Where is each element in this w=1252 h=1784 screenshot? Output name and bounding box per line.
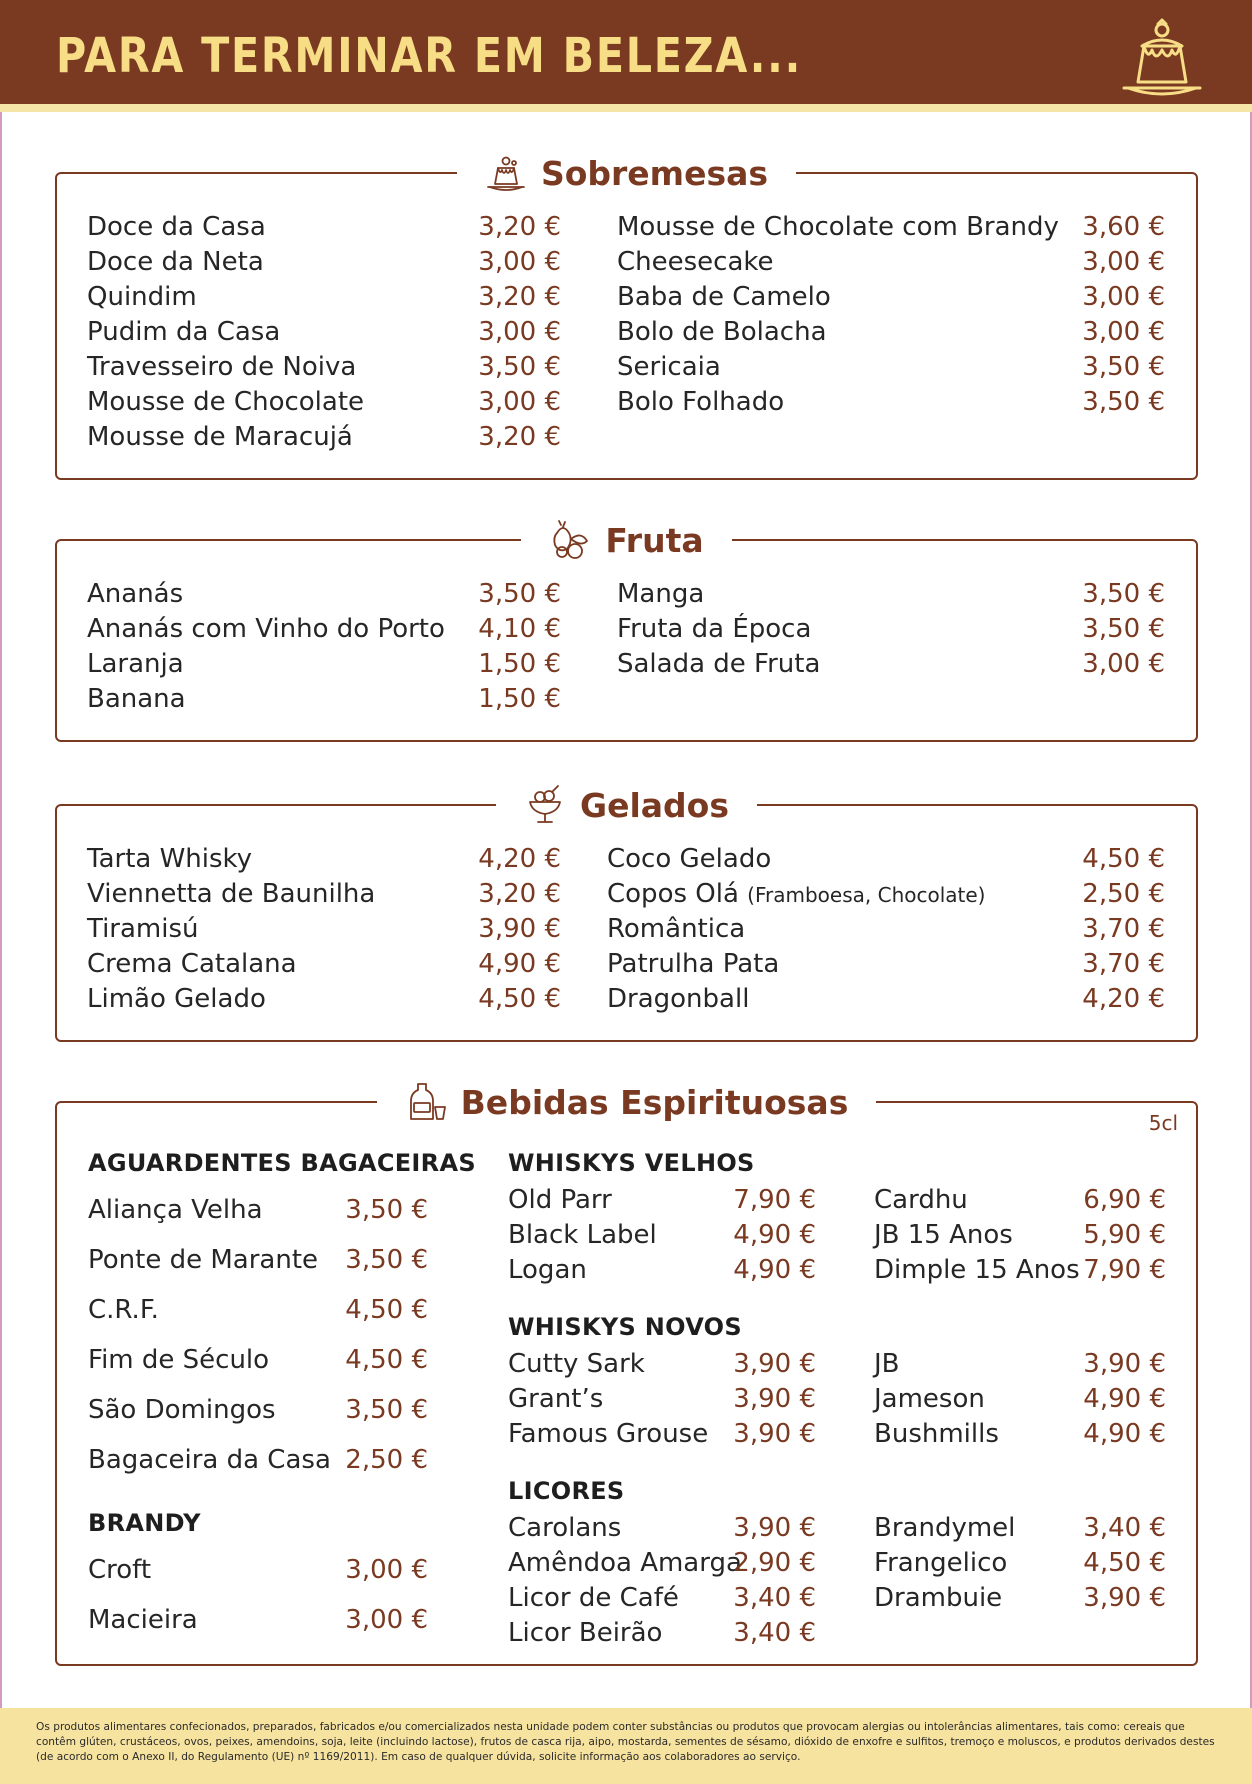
whiskys-novos-left	[508, 1347, 816, 1452]
section-title: Bebidas Espirituosas	[460, 1082, 849, 1122]
menu-item: Croft 3,00 €	[88, 1555, 428, 1585]
menu-item: Salada de Fruta 3,00 €	[617, 649, 1165, 679]
section-sobremesas	[55, 153, 1198, 480]
header-stripe	[0, 104, 1252, 112]
menu-item: Old Parr 7,90 €	[508, 1185, 816, 1215]
menu-item: Mousse de Maracujá 3,20 €	[87, 422, 561, 452]
menu-item: Cheesecake 3,00 €	[617, 247, 1165, 277]
menu-item: Laranja 1,50 €	[87, 649, 561, 679]
menu-item: Pudim da Casa 3,00 €	[87, 317, 561, 347]
menu-item: Brandymel 3,40 €	[874, 1513, 1166, 1543]
menu-item: Crema Catalana 4,90 €	[87, 949, 561, 979]
category-title: AGUARDENTES BAGACEIRAS	[88, 1149, 476, 1177]
section-heading	[57, 148, 1196, 198]
menu-item: Drambuie 3,90 €	[874, 1583, 1166, 1613]
menu-item: Mousse de Chocolate com Brandy 3,60 €	[617, 212, 1165, 242]
category-title: WHISKYS VELHOS	[508, 1149, 755, 1177]
licores-right	[874, 1511, 1166, 1616]
sobremesas-left-column	[87, 210, 561, 455]
allergen-notice: Os produtos alimentares confecionados, preparados, fabricados e/ou comercializados nesta unidade podem conter substâncias ou produtos que provocam alergias ou intolerâncias alimentares, tais como: cereais que contêm glúten, crustáceos, ovos, peixes, amendoins, soja, leite (incluindo lactose), frutos de casca rija, aipo, mostarda, sementes de sésamo, dióxido de enxofre e sulfitos, tremoço e moluscos, e produtos derivados destes (de acordo com o Anexo II, do Regulamento (UE) nº 1169/2011). Em caso de qualquer dúvida, solicite informação aos colaboradores ao serviço.	[0, 1708, 1252, 1784]
menu-item: Doce da Neta 3,00 €	[87, 247, 561, 277]
menu-item: Famous Grouse 3,90 €	[508, 1419, 816, 1449]
pudding-icon	[485, 152, 527, 194]
section-heading	[57, 515, 1196, 565]
category-title: WHISKYS NOVOS	[508, 1313, 742, 1341]
menu-item: Frangelico 4,50 €	[874, 1548, 1166, 1578]
menu-item: São Domingos 3,50 €	[88, 1395, 428, 1425]
menu-item: Doce da Casa 3,20 €	[87, 212, 561, 242]
menu-item: Fruta da Época 3,50 €	[617, 614, 1165, 644]
sobremesas-right-column	[617, 210, 1165, 420]
gelados-right-column	[607, 842, 1165, 1017]
menu-item: Black Label 4,90 €	[508, 1220, 816, 1250]
aguardentes-column	[88, 1149, 476, 1653]
menu-item: Mousse de Chocolate 3,00 €	[87, 387, 561, 417]
menu-item: Logan 4,90 €	[508, 1255, 816, 1285]
menu-item: Bolo de Bolacha 3,00 €	[617, 317, 1165, 347]
menu-item: Quindim 3,20 €	[87, 282, 561, 312]
whiskys-velhos-left	[508, 1183, 816, 1288]
menu-item: Manga 3,50 €	[617, 579, 1165, 609]
menu-item: Ananás com Vinho do Porto 4,10 €	[87, 614, 561, 644]
menu-item: Cardhu 6,90 €	[874, 1185, 1166, 1215]
menu-item: Macieira 3,00 €	[88, 1605, 428, 1635]
section-title: Fruta	[605, 520, 704, 560]
menu-item: Baba de Camelo 3,00 €	[617, 282, 1165, 312]
gelados-left-column	[87, 842, 561, 1017]
menu-item: Ananás 3,50 €	[87, 579, 561, 609]
menu-item: JB 15 Anos 5,90 €	[874, 1220, 1166, 1250]
menu-item: Fim de Século 4,50 €	[88, 1345, 428, 1375]
section-title: Sobremesas	[540, 153, 769, 193]
menu-item: Licor de Café 3,40 €	[508, 1583, 816, 1613]
section-gelados	[55, 785, 1198, 1042]
menu-item: Bagaceira da Casa 2,50 €	[88, 1445, 428, 1475]
fruta-right-column	[617, 577, 1165, 682]
menu-item: Limão Gelado 4,50 €	[87, 984, 561, 1014]
page-header	[0, 0, 1252, 104]
menu-item: Tarta Whisky 4,20 €	[87, 844, 561, 874]
menu-item: Copos Olá (Framboesa, Chocolate) 2,50 €	[607, 879, 1165, 909]
menu-item: C.R.F. 4,50 €	[88, 1295, 428, 1325]
pudding-icon	[1118, 16, 1206, 100]
menu-item: Dragonball 4,20 €	[607, 984, 1165, 1014]
section-heading	[57, 1077, 1196, 1127]
liquor-bottle-icon	[405, 1081, 447, 1123]
section-fruta	[55, 520, 1198, 742]
menu-item: Patrulha Pata 3,70 €	[607, 949, 1165, 979]
menu-item: Licor Beirão 3,40 €	[508, 1618, 816, 1648]
menu-item: Carolans 3,90 €	[508, 1513, 816, 1543]
fruta-left-column	[87, 577, 561, 717]
menu-item: Sericaia 3,50 €	[617, 352, 1165, 382]
menu-item: Coco Gelado 4,50 €	[607, 844, 1165, 874]
whiskys-velhos-right	[874, 1183, 1166, 1288]
category-title: BRANDY	[88, 1509, 201, 1537]
menu-item: Aliança Velha 3,50 €	[88, 1195, 428, 1225]
menu-item: Viennetta de Baunilha 3,20 €	[87, 879, 561, 909]
menu-item: Cutty Sark 3,90 €	[508, 1349, 816, 1379]
serving-unit: 5cl	[1148, 1111, 1178, 1135]
menu-item: Bolo Folhado 3,50 €	[617, 387, 1165, 417]
menu-item: Jameson 4,90 €	[874, 1384, 1166, 1414]
whiskys-novos-right	[874, 1347, 1166, 1452]
menu-item: Ponte de Marante 3,50 €	[88, 1245, 428, 1275]
fruit-icon	[549, 519, 591, 561]
menu-item: Tiramisú 3,90 €	[87, 914, 561, 944]
menu-item: Banana 1,50 €	[87, 684, 561, 714]
category-title: LICORES	[508, 1477, 625, 1505]
menu-item: Romântica 3,70 €	[607, 914, 1165, 944]
menu-item: Travesseiro de Noiva 3,50 €	[87, 352, 561, 382]
menu-item: Grant’s 3,90 €	[508, 1384, 816, 1414]
menu-item: Bushmills 4,90 €	[874, 1419, 1166, 1449]
page-title: PARA TERMINAR EM BELEZA...	[56, 28, 802, 84]
section-heading	[57, 780, 1196, 830]
menu-item: Dimple 15 Anos 7,90 €	[874, 1255, 1166, 1285]
section-bebidas	[55, 1082, 1198, 1666]
menu-item: Amêndoa Amarga 2,90 €	[508, 1548, 816, 1578]
ice-cream-cup-icon	[524, 784, 566, 826]
section-title: Gelados	[580, 785, 729, 825]
licores-left	[508, 1511, 816, 1651]
menu-item: JB 3,90 €	[874, 1349, 1166, 1379]
